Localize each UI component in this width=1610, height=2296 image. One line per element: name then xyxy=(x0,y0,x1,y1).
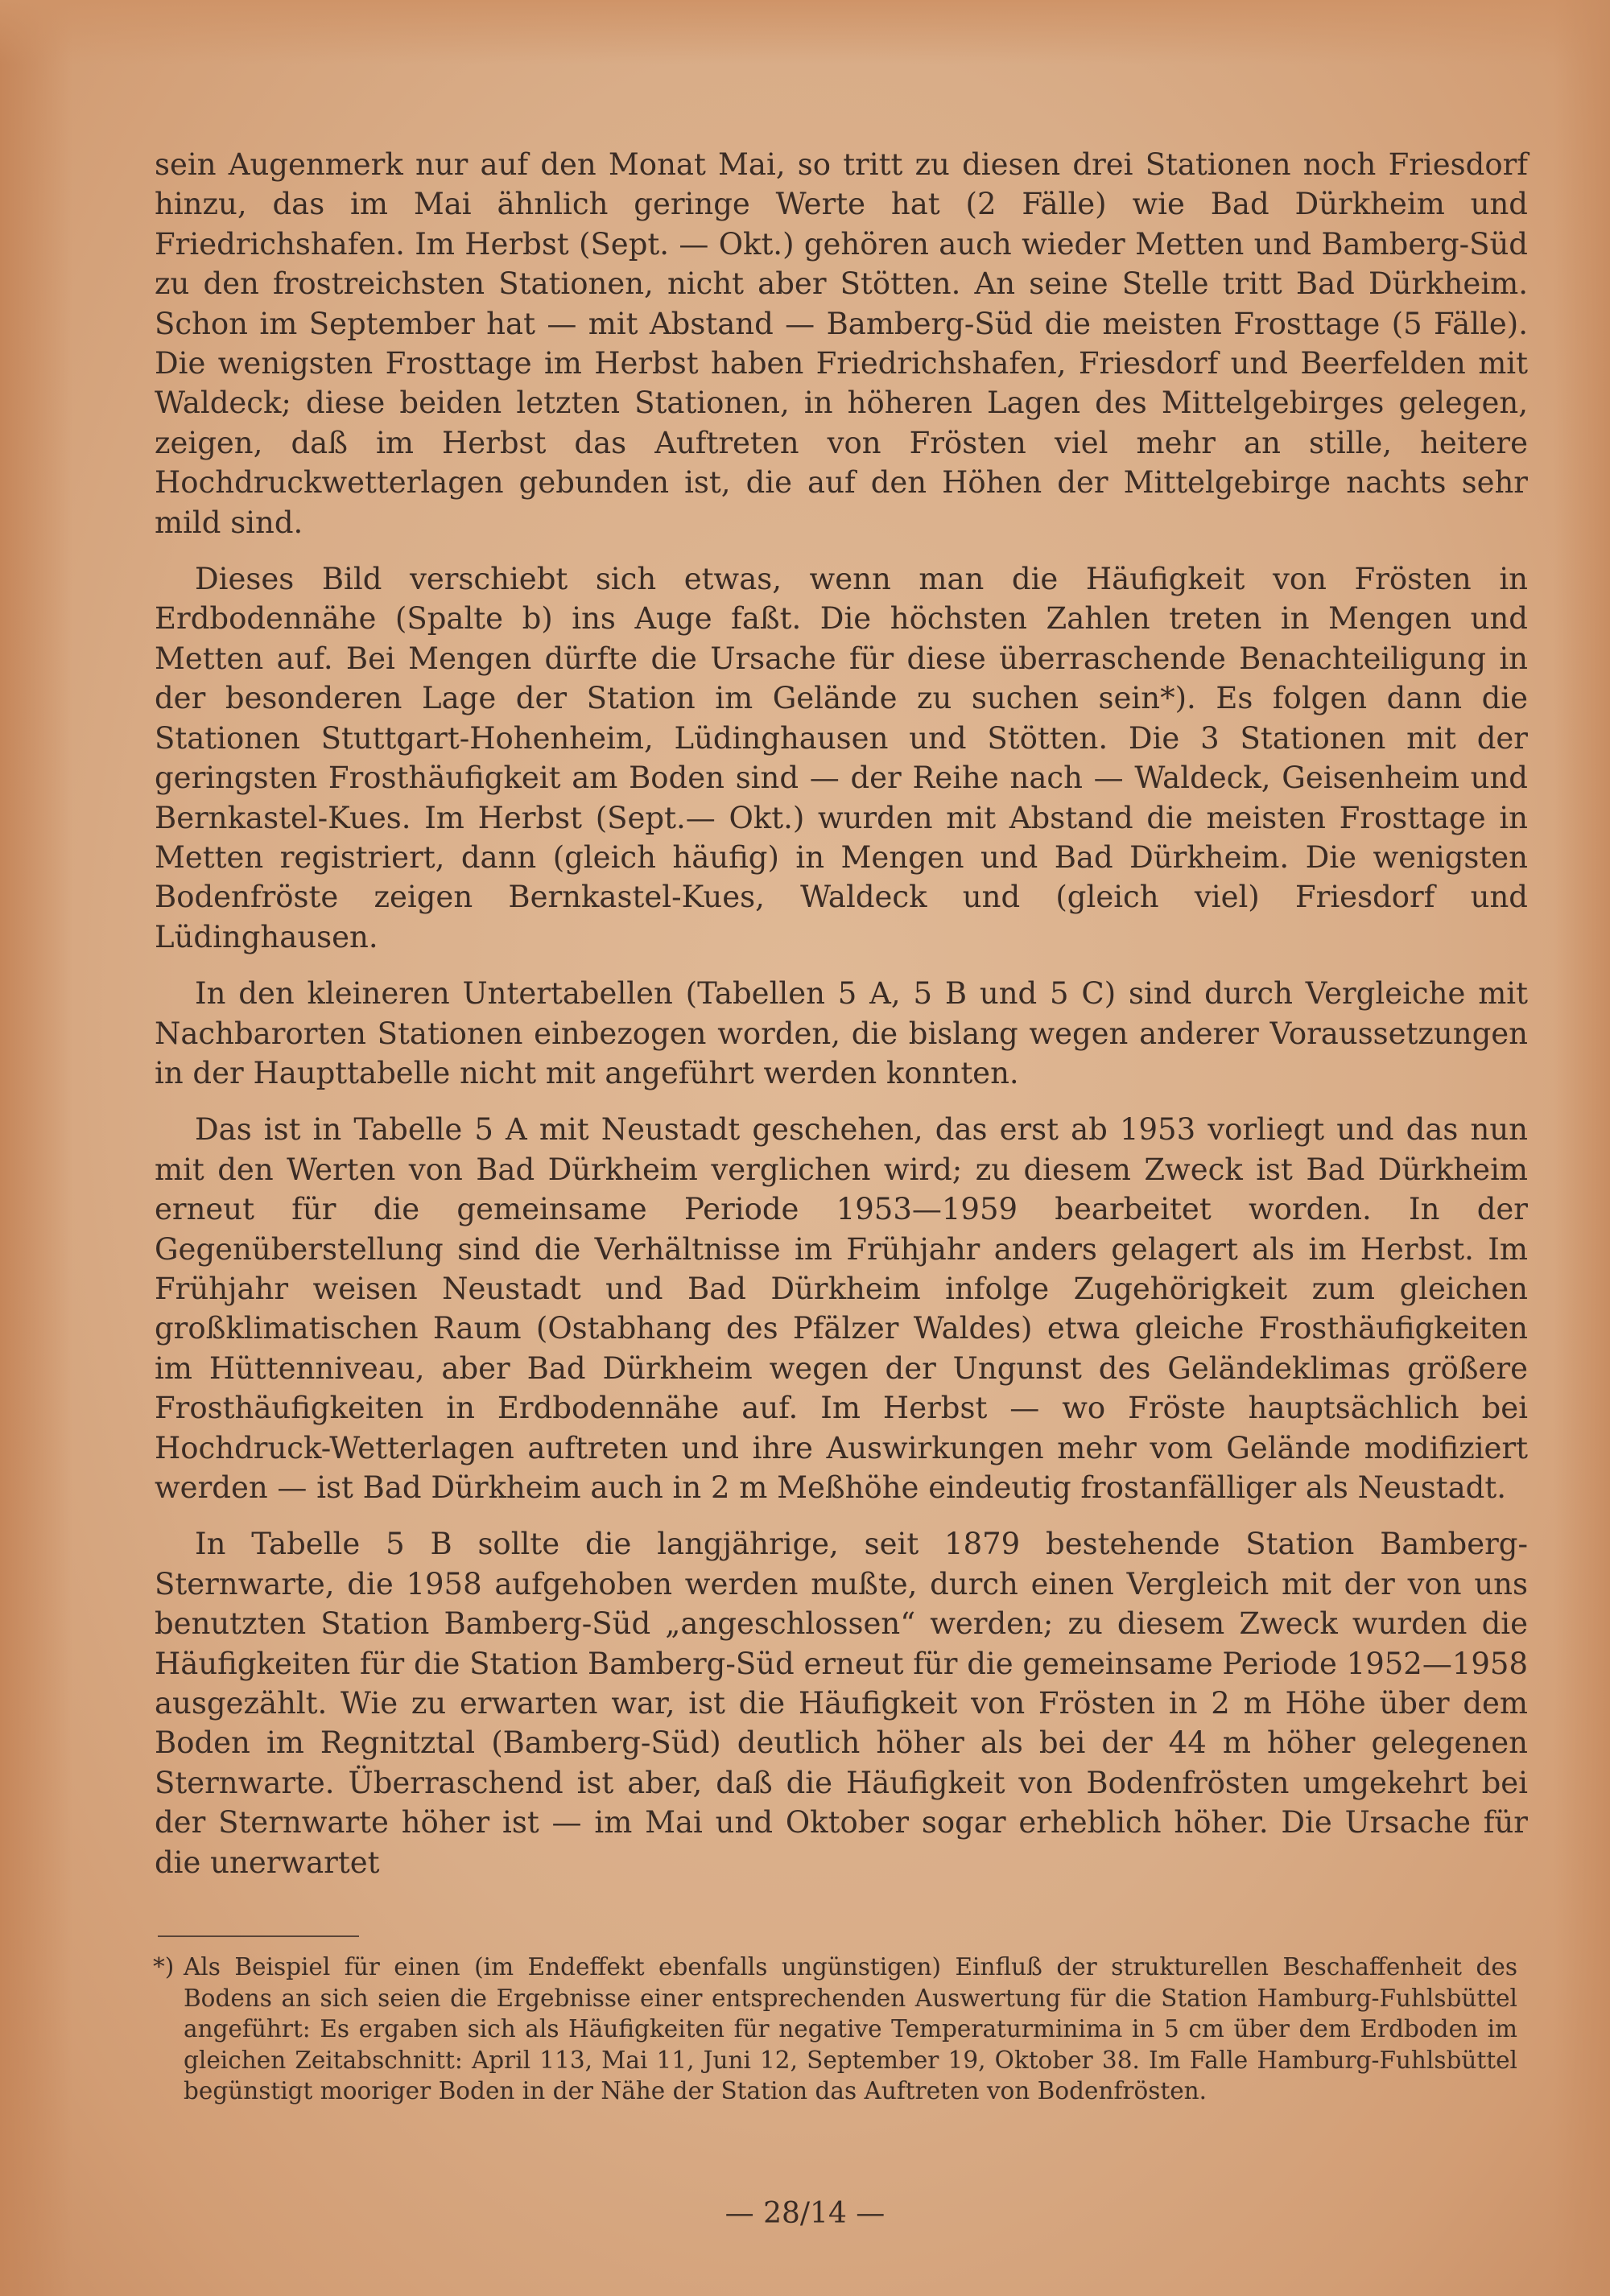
page-edge-shading-left xyxy=(0,0,72,2296)
paragraph-subtables: In den kleineren Untertabellen (Tabellen 5 A, 5 B und 5 C) sind durch Vergleiche mit Nachbarorten Stationen einbezogen worden, die bislang wegen anderer Voraussetzungen in der Haupttabelle nicht mit angeführt werden konnten. xyxy=(155,976,1528,1090)
paragraph-table-5a: Das ist in Tabelle 5 A mit Neustadt geschehen, das erst ab 1953 vorliegt und das nun mit den Werten von Bad Dürkheim verglichen wird; zu diesem Zweck ist Bad Dürkheim erneut für die gemeinsame Periode 1953—1959 bearbeitet worden. In der Gegenüberstellung sind die Verhältnisse im Frühjahr anders gelagert als im Herbst. Im Frühjahr weisen Neustadt und Bad Dürkheim infolge Zugehörigkeit zum gleichen großklimatischen Raum (Ostabhang des Pfälzer Waldes) etwa gleiche Frosthäufigkeiten im Hüttenniveau, aber Bad Dürkheim wegen der Ungunst des Geländeklimas größere Frosthäufigkeiten in Erdbodennähe auf. Im Herbst — wo Fröste hauptsächlich bei Hochdruck-Wetterlagen auftreten und ihre Auswirkungen mehr vom Gelände modifiziert werden — ist Bad Dürkheim auch in 2 m Meßhöhe eindeutig frostanfälliger als Neustadt. xyxy=(155,1112,1528,1505)
page-edge-shading-right xyxy=(1554,0,1610,2296)
paragraph-table-5b: In Tabelle 5 B sollte die langjährige, seit 1879 bestehende Station Bamberg-Sternwarte, die 1958 aufgehoben werden mußte, durch einen Vergleich mit der von uns benutzten Station Bamberg-Süd „angeschlossen“ werden; zu diesem Zweck wurden die Häufigkeiten für die Station Bamberg-Süd erneut für die gemeinsame Periode 1952—1958 ausgezählt. Wie zu erwarten war, ist die Häufigkeit von Frösten in 2 m Höhe über dem Boden im Regnitztal (Bamberg-Süd) deutlich höher als bei der 44 m höher gelegenen Sternwarte. Überraschend ist aber, daß die Häufigkeit von Bodenfrösten umgekehrt bei der Sternwarte höher ist — im Mai und Oktober sogar erheblich höher. Die Ursache für die unerwartet xyxy=(155,1527,1528,1880)
body-text xyxy=(155,145,1528,1899)
paragraph-continuation: sein Augenmerk nur auf den Monat Mai, so tritt zu diesen drei Stationen noch Friesdorf hinzu, das im Mai ähnlich geringe Werte hat (2 Fälle) wie Bad Dürkheim und Friedrichshafen. Im Herbst (Sept. — Okt.) gehören auch wieder Metten und Bamberg-Süd zu den frostreichsten Stationen, nicht aber Stötten. An seine Stelle tritt Bad Dürkheim. Schon im September hat — mit Abstand — Bamberg-Süd die meisten Frosttage (5 Fälle). Die wenigsten Frosttage im Herbst haben Friedrichshafen, Friesdorf und Beerfelden mit Waldeck; diese beiden letzten Stationen, in höheren Lagen des Mittelgebirges gelegen, zeigen, daß im Herbst das Auftreten von Frösten viel mehr an stille, heitere Hochdruckwetterlagen gebunden ist, die auf den Höhen der Mittelgebirge nachts sehr mild sind. xyxy=(155,147,1528,540)
footnote-mark: *) xyxy=(153,1953,175,1981)
footnote-text: Als Beispiel für einen (im Endeffekt ebenfalls ungünstigen) Einfluß der strukturellen Beschaffenheit des Bodens an sich seien die Ergebnisse einer entsprechenden Auswertung für die Station Hamburg-Fuhlsbüttel angeführt: Es ergaben sich als Häufigkeiten für negative Temperaturminima in 5 cm über dem Erdboden im gleichen Zeitabschnitt: April 113, Mai 11, Juni 12, September 19, Oktober 38. Im Falle Hamburg-Fuhlsbüttel begünstigt mooriger Boden in der Nähe der Station das Auftreten von Bodenfrösten. xyxy=(184,1953,1517,2105)
paragraph-ground-frost: Dieses Bild verschiebt sich etwas, wenn man die Häufigkeit von Frösten in Erdbodennähe (Spalte b) ins Auge faßt. Die höchsten Zahlen treten in Mengen und Metten auf. Bei Mengen dürfte die Ursache für diese überraschende Benachteiligung in der besonderen Lage der Station im Gelände zu suchen sein*). Es folgen dann die Stationen Stuttgart-Hohenheim, Lüdinghausen und Stötten. Die 3 Stationen mit der geringsten Frosthäufigkeit am Boden sind — der Reihe nach — Waldeck, Geisenheim und Bernkastel-Kues. Im Herbst (Sept.— Okt.) wurden mit Abstand die meisten Frosttage in Metten registriert, dann (gleich häufig) in Mengen und Bad Dürkheim. Die wenigsten Bodenfröste zeigen Bernkastel-Kues, Waldeck und (gleich viel) Friesdorf und Lüdinghausen. xyxy=(155,562,1528,954)
footnote-divider xyxy=(158,1935,359,1937)
footnote xyxy=(153,1952,1517,2107)
page-number: — 28/14 — xyxy=(724,2197,886,2230)
page-edge-shading-top xyxy=(0,0,1610,64)
